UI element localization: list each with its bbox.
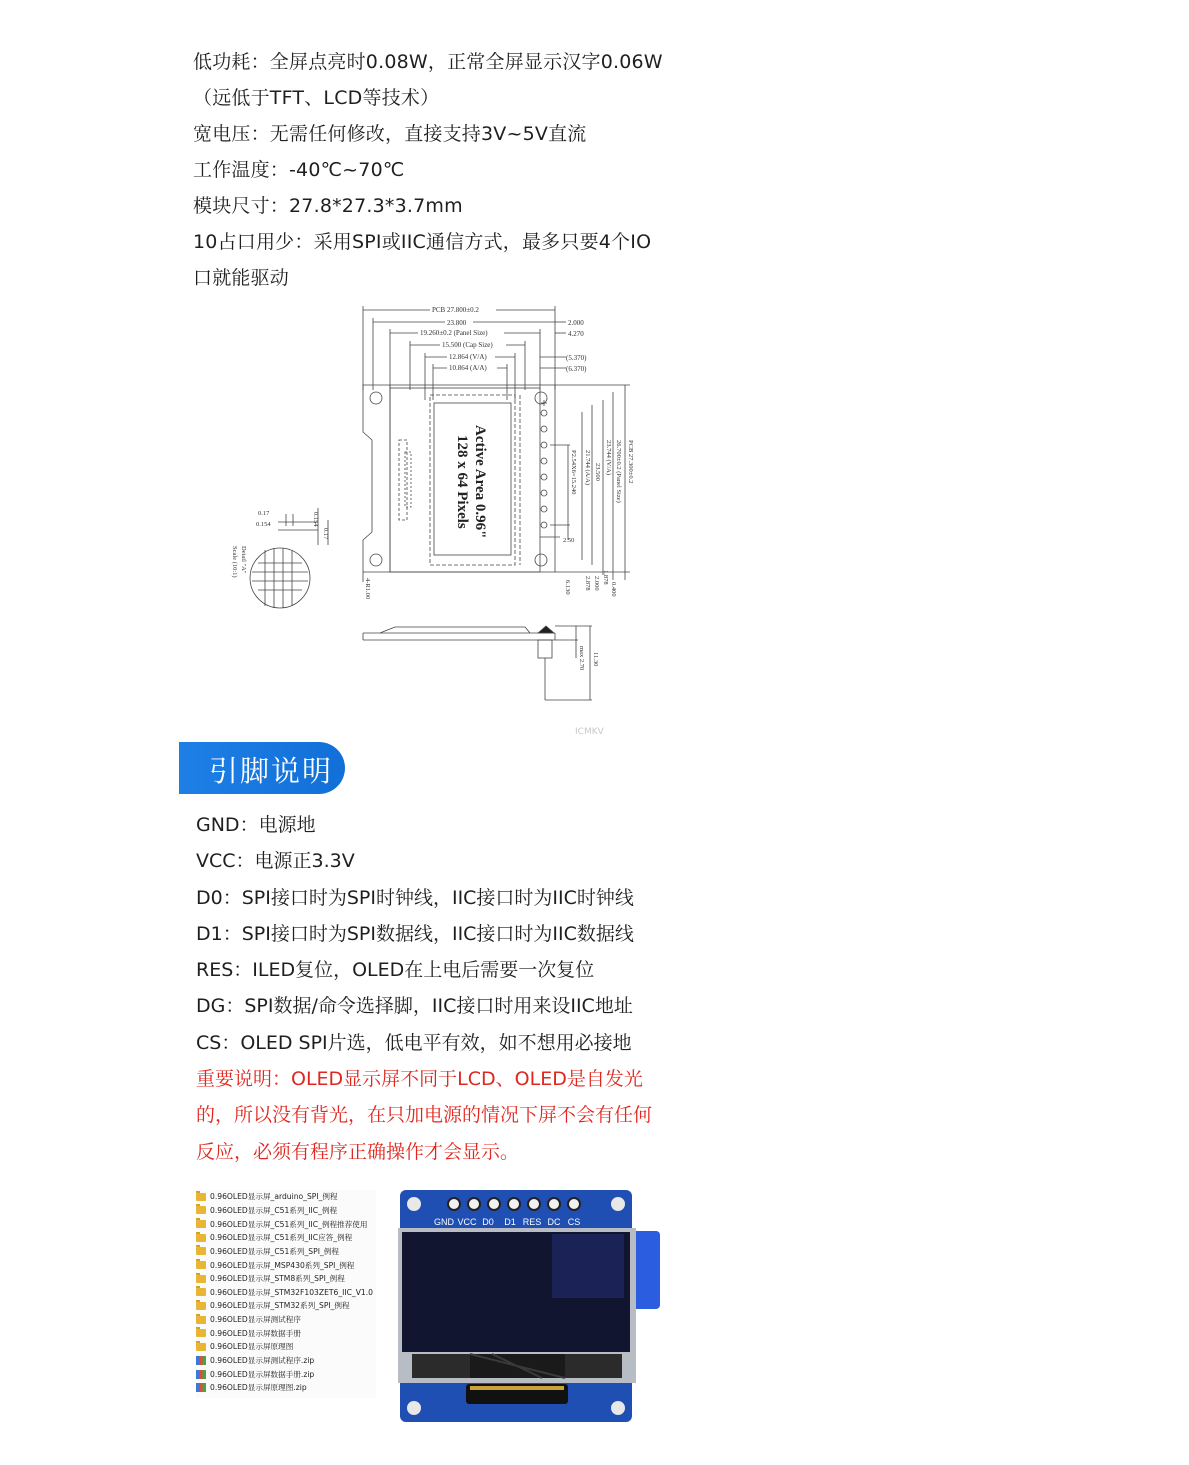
folder-icon <box>196 1329 206 1337</box>
mount-hole <box>535 392 547 404</box>
dim-label: 21.744 (A/A) <box>584 450 591 486</box>
pin-line: VCC：电源正3.3V <box>196 850 355 873</box>
file-name: 0.96OLED显示屏_C51系列_IIC_例程推荐使用 <box>210 1219 368 1229</box>
oled-module-photo <box>392 1186 664 1426</box>
file-name: 0.96OLED显示屏原理图.zip <box>210 1383 307 1393</box>
file-name: 0.96OLED显示屏_STM8系列_SPI_例程 <box>210 1274 345 1284</box>
watermark: ICMKV <box>575 727 604 737</box>
dim-label: 1.878 <box>602 570 609 585</box>
file-name: 0.96OLED显示屏原理图 <box>210 1342 294 1352</box>
dim-label: PCB 27.300±0.2 <box>627 440 634 484</box>
detail-label: 0.154 <box>256 521 271 528</box>
file-list <box>196 1190 376 1398</box>
file-list-item[interactable] <box>196 1299 376 1313</box>
folder-icon <box>196 1343 206 1351</box>
folder-icon <box>196 1302 206 1310</box>
pin-description-list <box>196 807 716 1170</box>
mount-hole <box>611 1197 625 1211</box>
pin-label-vcc: VCC <box>457 1217 477 1227</box>
mount-hole <box>370 554 382 566</box>
dim-label: 19.260±0.2 (Panel Size) <box>420 329 488 337</box>
dim-label: (6.370) <box>566 365 587 373</box>
pin-label-d0: D0 <box>482 1217 494 1227</box>
zip-icon <box>196 1370 206 1379</box>
spec-line: 宽电压：无需任何修改，直接支持3V~5V直流 <box>193 123 587 145</box>
file-name: 0.96OLED显示屏数据手册 <box>210 1328 301 1338</box>
dim-label: 15.500 (Cap Size) <box>442 341 493 349</box>
pin-line: CS：OLED SPI片选，低电平有效，如不想用必接地 <box>196 1031 632 1054</box>
dim-label: max 2.70 <box>578 646 585 671</box>
dim-label: P2.54X6=15.240 <box>570 450 577 495</box>
mount-hole <box>407 1401 421 1415</box>
dim-label: 2.878 <box>584 576 591 591</box>
section-title: 引脚说明 <box>209 754 334 788</box>
pin-label-dc: DC <box>547 1217 561 1227</box>
pin-line: D1：SPI接口时为SPI数据线，IIC接口时为IIC数据线 <box>196 922 634 945</box>
mount-hole <box>407 1197 421 1211</box>
mount-hole <box>611 1401 625 1415</box>
file-list-item[interactable] <box>196 1367 376 1381</box>
file-name: 0.96OLED显示屏_STM32系列_SPI_例程 <box>210 1301 350 1311</box>
folder-icon <box>196 1247 206 1255</box>
pin-label-d1: D1 <box>504 1217 516 1227</box>
file-name: 0.96OLED显示屏测试程序 <box>210 1315 301 1325</box>
file-name: 0.96OLED显示屏_C51系列_IIC_例程 <box>210 1205 338 1215</box>
spec-list <box>193 44 713 296</box>
file-name: 0.96OLED显示屏测试程序.zip <box>210 1356 315 1365</box>
dim-label: 12.864 (V/A) <box>449 353 487 361</box>
mechanical-drawing <box>220 300 640 710</box>
dim-label: (5.370) <box>566 354 587 362</box>
pin-pitch-label: 2.50 <box>563 537 575 544</box>
dim-label: 4.270 <box>568 330 584 338</box>
section-banner <box>179 742 345 794</box>
dim-label: 23.500 <box>594 463 601 481</box>
folder-icon <box>196 1193 206 1201</box>
file-list-item[interactable] <box>196 1190 376 1204</box>
file-name: 0.96OLED显示屏_C51系列_SPI_例程 <box>210 1246 339 1256</box>
pin-label-res: RES <box>522 1217 542 1227</box>
spec-line: 工作温度：-40℃~70℃ <box>193 159 405 181</box>
file-list-item[interactable] <box>196 1326 376 1340</box>
dim-label: 2.000 <box>568 319 584 327</box>
file-list-item[interactable] <box>196 1204 376 1218</box>
important-note-line: 反应，必须有程序正确操作才会显示。 <box>196 1140 520 1163</box>
file-list-item[interactable] <box>196 1217 376 1231</box>
dim-label: 10.864 (A/A) <box>449 364 487 372</box>
folder-icon <box>196 1316 206 1324</box>
detail-label: 0.154 <box>312 512 319 527</box>
mount-hole <box>535 554 547 566</box>
detail-label: 0.17 <box>322 528 329 540</box>
file-name: 0.96OLED显示屏_STM32F103ZET6_IIC_V1.0 <box>210 1287 373 1297</box>
dim-label: 11.30 <box>592 652 599 667</box>
file-list-item[interactable] <box>196 1354 376 1368</box>
pin-row <box>541 400 547 528</box>
spec-line: 口就能驱动 <box>193 267 290 289</box>
spec-line: 低功耗：全屏点亮时0.08W，正常全屏显示汉字0.06W <box>193 51 663 73</box>
folder-icon <box>196 1220 206 1228</box>
side-view <box>363 626 592 700</box>
dim-label: PCB 27.800±0.2 <box>432 306 479 314</box>
active-area-pixels: 128 x 64 Pixels <box>454 435 470 529</box>
dim-label: 23.800 <box>447 319 467 327</box>
zip-icon <box>196 1356 206 1365</box>
folder-icon <box>196 1288 206 1296</box>
file-list-item[interactable] <box>196 1340 376 1354</box>
detail-caption: Scale (10:1) <box>231 546 238 578</box>
dim-label: 26.700±0.2 (Panel Size) <box>615 440 622 503</box>
detail-caption: Detail "A" <box>240 546 247 574</box>
important-note-line: 重要说明：OLED显示屏不同于LCD、OLED是自发光 <box>196 1068 643 1091</box>
spec-line: 模块尺寸：27.8*27.3*3.7mm <box>193 195 463 217</box>
dim-label: 23.744 (V/A) <box>605 440 612 476</box>
dim-label: 0.400 <box>610 582 617 597</box>
detail-label: 0.17 <box>258 510 270 517</box>
file-list-item[interactable] <box>196 1272 376 1286</box>
folder-icon <box>196 1261 206 1269</box>
zip-icon <box>196 1383 206 1392</box>
file-list-item[interactable] <box>196 1285 376 1299</box>
file-list-item[interactable] <box>196 1313 376 1327</box>
file-name: 0.96OLED显示屏_MSP430系列_SPI_例程 <box>210 1260 355 1270</box>
dim-label: 2.000 <box>593 576 600 591</box>
pin-label-gnd: GND <box>434 1217 454 1227</box>
pin-line: DG：SPI数据/命令选择脚，IIC接口时用来设IIC地址 <box>196 995 633 1018</box>
mount-hole <box>370 392 382 404</box>
file-list-item[interactable] <box>196 1258 376 1272</box>
folder-icon <box>196 1206 206 1214</box>
pin-label-cs: CS <box>567 1217 581 1227</box>
file-list-item[interactable] <box>196 1231 376 1245</box>
pin-line: GND：电源地 <box>196 814 316 836</box>
active-area-label: Active Area 0.96" <box>472 425 488 539</box>
spec-line: （远低于TFT、LCD等技术） <box>193 87 440 109</box>
hole-label: 4-R1.00 <box>364 578 371 600</box>
dim-label: 6.130 <box>564 580 571 595</box>
folder-icon <box>196 1234 206 1242</box>
important-note-line: 的，所以没有背光，在只加电源的情况下屏不会有任何 <box>196 1104 653 1127</box>
file-list-item[interactable] <box>196 1381 376 1395</box>
file-name: 0.96OLED显示屏数据手册.zip <box>210 1369 315 1379</box>
pin-line: RES：ILED复位，OLED在上电后需要一次复位 <box>196 959 595 982</box>
spec-line: 10占口用少：采用SPI或IIC通信方式，最多只要4个IO <box>193 231 652 253</box>
file-name: 0.96OLED显示屏_arduino_SPI_例程 <box>210 1192 338 1202</box>
file-list-item[interactable] <box>196 1245 376 1259</box>
folder-icon <box>196 1275 206 1283</box>
pin-line: D0：SPI接口时为SPI时钟线，IIC接口时为IIC时钟线 <box>196 886 634 909</box>
file-name: 0.96OLED显示屏_C51系列_IIC应答_例程 <box>210 1233 353 1243</box>
